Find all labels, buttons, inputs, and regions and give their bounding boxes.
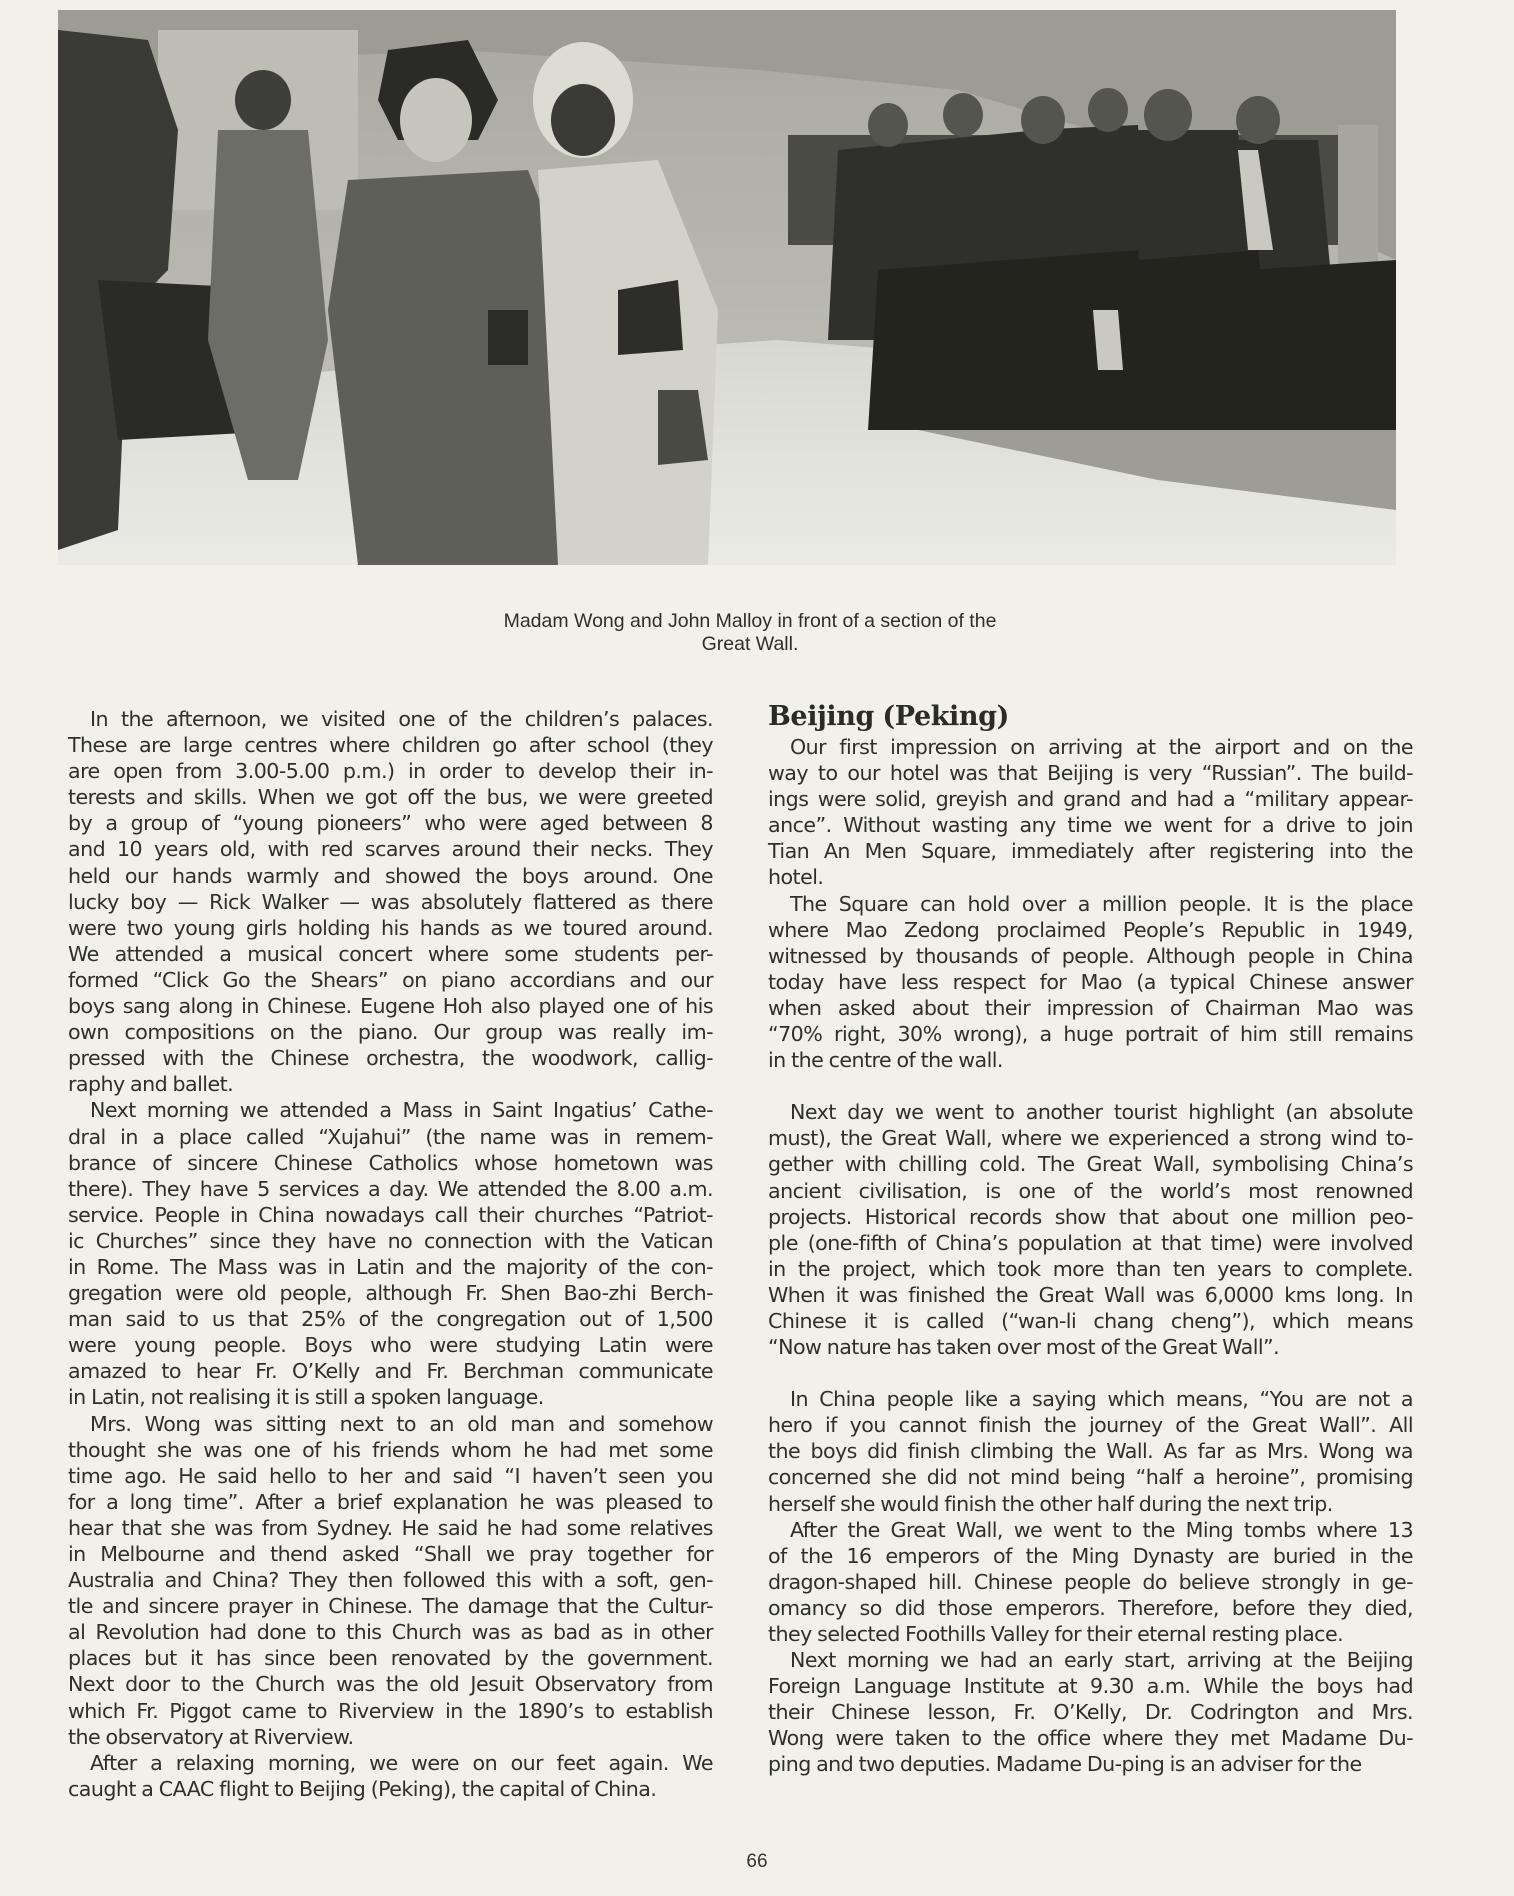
- text-line: Mrs. Wong was sitting next to an old man and somehow: [90, 1411, 713, 1436]
- text-line: Chinese it is called (“wan-li chang cheng”), which means: [768, 1308, 1413, 1333]
- text-line: Foreign Language Institute at 9.30 a.m. While the boys had: [768, 1674, 1413, 1699]
- boy-coat: [328, 170, 578, 565]
- text-line: hotel.: [768, 865, 824, 890]
- text-line: amazed to hear Fr. O’Kelly and Fr. Berchman communicate: [68, 1359, 713, 1384]
- text-line: In China people like a saying which means, “You are not a: [790, 1387, 1413, 1412]
- text-line: they selected Foothills Valley for their eternal resting place.: [768, 1622, 1344, 1646]
- text-line: ance”. Without wasting any time we went for a drive to join: [768, 813, 1413, 838]
- text-line: Next door to the Church was the old Jesuit Observatory from: [68, 1672, 713, 1697]
- text-line: herself she would finish the other half during the next trip.: [768, 1491, 1333, 1516]
- paragraph-gap: [768, 1073, 1413, 1099]
- text-line: when asked about their impression of Chairman Mao was: [768, 995, 1413, 1020]
- text-line: for a long time”. After a brief explanation he was pleased to: [68, 1489, 713, 1514]
- section-heading: Beijing (Peking): [768, 701, 1009, 732]
- photo-illustration: [58, 10, 1396, 565]
- page-number: 66: [746, 1851, 768, 1872]
- text-line: After a relaxing morning, we were on our feet again. We: [90, 1750, 713, 1775]
- text-line: The Square can hold over a million people. It is the place: [790, 891, 1413, 916]
- text-line: Our first impression on arriving at the airport and on the: [790, 735, 1413, 759]
- text-line: of the 16 emperors of the Ming Dynasty are buried in the: [768, 1543, 1413, 1568]
- text-line: Next morning we had an early start, arriving at the Beijing: [790, 1648, 1413, 1673]
- text-line: in the centre of the wall.: [768, 1048, 1003, 1073]
- text-line: today have less respect for Mao (a typical Chinese answer: [768, 969, 1413, 994]
- right-column: [768, 701, 1413, 1778]
- text-line: Tian An Men Square, immediately after registering into the: [768, 839, 1413, 864]
- text-line: pressed with the Chinese orchestra, the woodwork, callig-: [68, 1046, 713, 1071]
- text-line: man said to us that 25% of the congregation out of 1,500: [68, 1307, 713, 1332]
- text-line: places but it has since been renovated by the government.: [68, 1646, 713, 1671]
- text-block: [768, 1099, 1413, 1360]
- text-line: were two young girls holding his hands as we toured around.: [68, 915, 713, 940]
- text-line: there). They have 5 services a day. We attended the 8.00 a.m.: [68, 1176, 713, 1201]
- text-line: by a group of “young pioneers” who were aged between 8: [68, 811, 713, 836]
- text-block: [768, 1386, 1413, 1777]
- text-line: After the Great Wall, we went to the Ming tombs where 13: [790, 1517, 1413, 1542]
- text-line: tle and sincere prayer in Chinese. The damage that the Cultur-: [68, 1594, 713, 1619]
- caption-line-1: Madam Wong and John Malloy in front of a section of the: [503, 610, 997, 632]
- text-line: concerned she did not mind being “half a heroine”, promising: [768, 1465, 1413, 1490]
- crouching-group: [868, 250, 1396, 430]
- text-line: dragon-shaped hill. Chinese people do believe strongly in ge-: [768, 1569, 1413, 1594]
- woman-gloves: [618, 280, 683, 355]
- camera: [488, 310, 528, 365]
- text-line: formed “Click Go the Shears” on piano accordians and our: [68, 967, 713, 992]
- text-line: ping and two deputies. Madame Du-ping is an adviser for the: [768, 1752, 1362, 1777]
- text-line: These are large centres where children go after school (they: [68, 733, 713, 758]
- text-line: ple (one-fifth of China’s population at that time) were involved: [768, 1230, 1413, 1255]
- text-line: own compositions on the piano. Our group was really im-: [68, 1020, 713, 1045]
- text-line: thought she was one of his friends whom he had met some: [68, 1437, 713, 1462]
- text-line: projects. Historical records show that about one million peo-: [768, 1204, 1413, 1229]
- text-line: We attended a musical concert where some students per-: [68, 941, 713, 966]
- text-line: hear that she was from Sydney. He said he had some relatives: [68, 1515, 713, 1540]
- text-block: [768, 734, 1413, 1073]
- text-line: ancient civilisation, is one of the world’s most renowned: [768, 1178, 1413, 1203]
- photo-caption: [380, 610, 1120, 656]
- text-line: “70% right, 30% wrong), a huge portrait of him still remains: [768, 1022, 1413, 1047]
- text-line: service. People in China nowadays call their churches “Patriot-: [68, 1202, 713, 1227]
- text-line: in Latin, not realising it is still a spoken language.: [68, 1385, 544, 1410]
- text-line: are open from 3.00-5.00 p.m.) in order to develop their in-: [68, 759, 713, 784]
- text-line: ic Churches” since they have no connection with the Vatican: [68, 1228, 713, 1253]
- text-line: which Fr. Piggot came to Riverview in the 1890’s to establish: [68, 1698, 713, 1723]
- text-line: where Mao Zedong proclaimed People’s Republic in 1949,: [768, 917, 1413, 942]
- text-line: were young people. Boys who were studying Latin were: [68, 1333, 713, 1358]
- text-line: in Melbourne and thend asked “Shall we pray together for: [68, 1542, 713, 1566]
- text-line: In the afternoon, we visited one of the children’s palaces.: [90, 707, 713, 731]
- text-line: terests and skills. When we got off the bus, we were greeted: [68, 785, 713, 810]
- boy-face: [400, 78, 472, 162]
- left-column: [68, 706, 713, 1802]
- text-line: time ago. He said hello to her and said “I haven’t seen you: [68, 1463, 713, 1488]
- text-line: raphy and ballet.: [68, 1072, 234, 1097]
- back-figure-head: [235, 70, 291, 130]
- text-line: and 10 years old, with red scarves around their necks. They: [68, 837, 713, 862]
- text-line: witnessed by thousands of people. Although people in China: [768, 943, 1413, 968]
- text-line: must), the Great Wall, where we experienced a strong wind to-: [768, 1126, 1413, 1151]
- text-line: the observatory at Riverview.: [68, 1724, 354, 1749]
- text-line: dral in a place called “Xujahui” (the name was in remem-: [68, 1124, 713, 1149]
- text-line: lucky boy — Rick Walker — was absolutely flattered as there: [68, 889, 713, 914]
- text-line: al Revolution had done to this Church was as bad as in other: [68, 1620, 713, 1645]
- text-line: way to our hotel was that Beijing is very “Russian”. The build-: [768, 761, 1413, 786]
- great-wall-group-photo: [58, 10, 1396, 565]
- text-line: gregation were old people, although Fr. Shen Bao-zhi Berch-: [68, 1281, 713, 1306]
- text-line: in the project, which took more than ten years to complete.: [768, 1256, 1413, 1281]
- text-line: omancy so did those emperors. Therefore, before they died,: [768, 1595, 1413, 1620]
- text-line: caught a CAAC flight to Beijing (Peking), the capital of China.: [68, 1776, 657, 1801]
- text-line: ings were solid, greyish and grand and had a “military appear-: [768, 787, 1413, 812]
- text-line: gether with chilling cold. The Great Wall, symbolising China’s: [768, 1152, 1413, 1177]
- text-line: When it was finished the Great Wall was 6,0000 kms long. In: [768, 1282, 1413, 1307]
- text-line: Australia and China? They then followed this with a soft, gen-: [68, 1568, 713, 1593]
- text-line: Wong were taken to the office where they met Madame Du-: [768, 1726, 1413, 1751]
- woman-face: [551, 84, 615, 156]
- text-line: hero if you cannot finish the journey of the Great Wall”. All: [768, 1413, 1413, 1438]
- text-line: Next day we went to another tourist highlight (an absolute: [790, 1100, 1413, 1125]
- paragraph-gap: [768, 1360, 1413, 1386]
- text-line: their Chinese lesson, Fr. O’Kelly, Dr. Codrington and Mrs.: [768, 1700, 1413, 1725]
- text-line: boys sang along in Chinese. Eugene Hoh also played one of his: [68, 994, 713, 1019]
- text-line: held our hands warmly and showed the boys around. One: [68, 863, 713, 888]
- text-line: brance of sincere Chinese Catholics whose hometown was: [68, 1150, 713, 1175]
- text-line: the boys did finish climbing the Wall. As far as Mrs. Wong wa: [768, 1439, 1413, 1464]
- text-line: Next morning we attended a Mass in Saint Ingatius’ Cathe-: [90, 1098, 713, 1123]
- caption-line-2: Great Wall.: [701, 633, 799, 655]
- right-column-body: [768, 734, 1413, 1778]
- text-line: “Now nature has taken over most of the Great Wall”.: [768, 1335, 1280, 1360]
- text-line: in Rome. The Mass was in Latin and the majority of the con-: [68, 1254, 713, 1279]
